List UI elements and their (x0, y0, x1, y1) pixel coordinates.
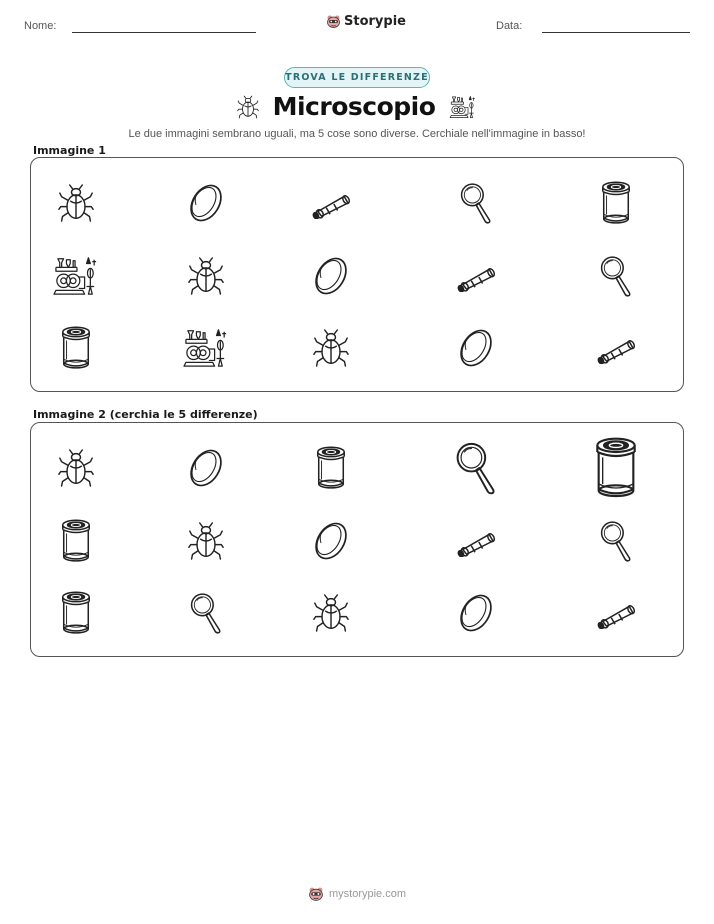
slide-jar-picture[interactable] (314, 445, 348, 491)
date-field-line[interactable] (542, 32, 690, 33)
magnifier-icon (453, 438, 499, 498)
beetle-picture[interactable] (188, 521, 224, 561)
lens-icon (454, 326, 498, 370)
telescope-picture (453, 260, 499, 292)
footer (0, 886, 714, 902)
telescope-icon (453, 260, 499, 292)
lens-picture[interactable] (454, 591, 498, 635)
date-label: Data: (496, 20, 523, 32)
slide-jar-icon (59, 590, 93, 636)
lens-icon (184, 446, 228, 490)
magnifier-icon (458, 180, 494, 226)
worksheet-badge: TROVA LE DIFFERENZE (284, 67, 430, 88)
telescope-icon (593, 332, 639, 364)
lens-picture (184, 181, 228, 225)
lab-set-picture (52, 254, 100, 298)
beetle-icon (313, 328, 349, 368)
telescope-picture[interactable] (453, 525, 499, 557)
picture-panel-2[interactable] (30, 422, 684, 657)
beetle-icon (313, 593, 349, 633)
footer-url[interactable]: mystorypie.com (328, 888, 407, 900)
magnifier-picture[interactable] (453, 438, 499, 498)
slide-jar-picture[interactable] (592, 435, 640, 501)
magnifier-picture (598, 253, 634, 299)
lens-picture (454, 326, 498, 370)
magnifier-picture[interactable] (188, 590, 224, 636)
slide-jar-picture[interactable] (59, 590, 93, 636)
beetle-icon (188, 521, 224, 561)
beetle-icon (58, 183, 94, 223)
telescope-icon (453, 525, 499, 557)
lens-icon (309, 254, 353, 298)
title-row (0, 92, 714, 121)
lab-set-icon (182, 326, 230, 370)
lens-icon (309, 519, 353, 563)
page-title: Microscopio (272, 92, 436, 121)
telescope-icon (593, 597, 639, 629)
lab-set-icon (52, 254, 100, 298)
beetle-icon (188, 256, 224, 296)
panel-2-label: Immagine 2 (cerchia le 5 differenze) (33, 408, 258, 421)
storypie-mascot-icon (308, 886, 324, 902)
panel-1-label: Immagine 1 (33, 144, 106, 157)
slide-jar-icon (59, 518, 93, 564)
beetle-picture (188, 256, 224, 296)
name-label: Nome: (24, 20, 57, 32)
magnifier-picture[interactable] (598, 518, 634, 564)
beetle-picture (58, 183, 94, 223)
brand-logo (326, 14, 406, 29)
lens-icon (454, 591, 498, 635)
picture-panel-1 (30, 157, 684, 392)
beetle-picture[interactable] (58, 448, 94, 488)
slide-jar-picture[interactable] (59, 518, 93, 564)
magnifier-icon (598, 518, 634, 564)
lens-picture[interactable] (309, 519, 353, 563)
lens-icon (184, 181, 228, 225)
slide-jar-picture (59, 325, 93, 371)
slide-jar-icon (314, 445, 348, 491)
magnifier-picture (458, 180, 494, 226)
beetle-picture (313, 328, 349, 368)
slide-jar-icon (592, 435, 640, 501)
storypie-mascot-icon (326, 14, 341, 29)
magnifier-icon (598, 253, 634, 299)
lens-picture[interactable] (184, 446, 228, 490)
slide-jar-icon (599, 180, 633, 226)
lens-picture (309, 254, 353, 298)
brand-name: Storypie (344, 14, 406, 29)
beetle-icon (58, 448, 94, 488)
slide-jar-picture (599, 180, 633, 226)
instructions: Le due immagini sembrano uguali, ma 5 cose sono diverse. Cerchiale nell'immagine in basso! (128, 128, 586, 140)
name-field-line[interactable] (72, 32, 256, 33)
lab-equipment-icon (449, 94, 477, 120)
telescope-icon (308, 187, 354, 219)
beetle-picture[interactable] (313, 593, 349, 633)
lab-set-picture (182, 326, 230, 370)
beetle-icon (237, 95, 259, 119)
telescope-picture (308, 187, 354, 219)
telescope-picture[interactable] (593, 597, 639, 629)
slide-jar-icon (59, 325, 93, 371)
magnifier-icon (188, 590, 224, 636)
telescope-picture (593, 332, 639, 364)
